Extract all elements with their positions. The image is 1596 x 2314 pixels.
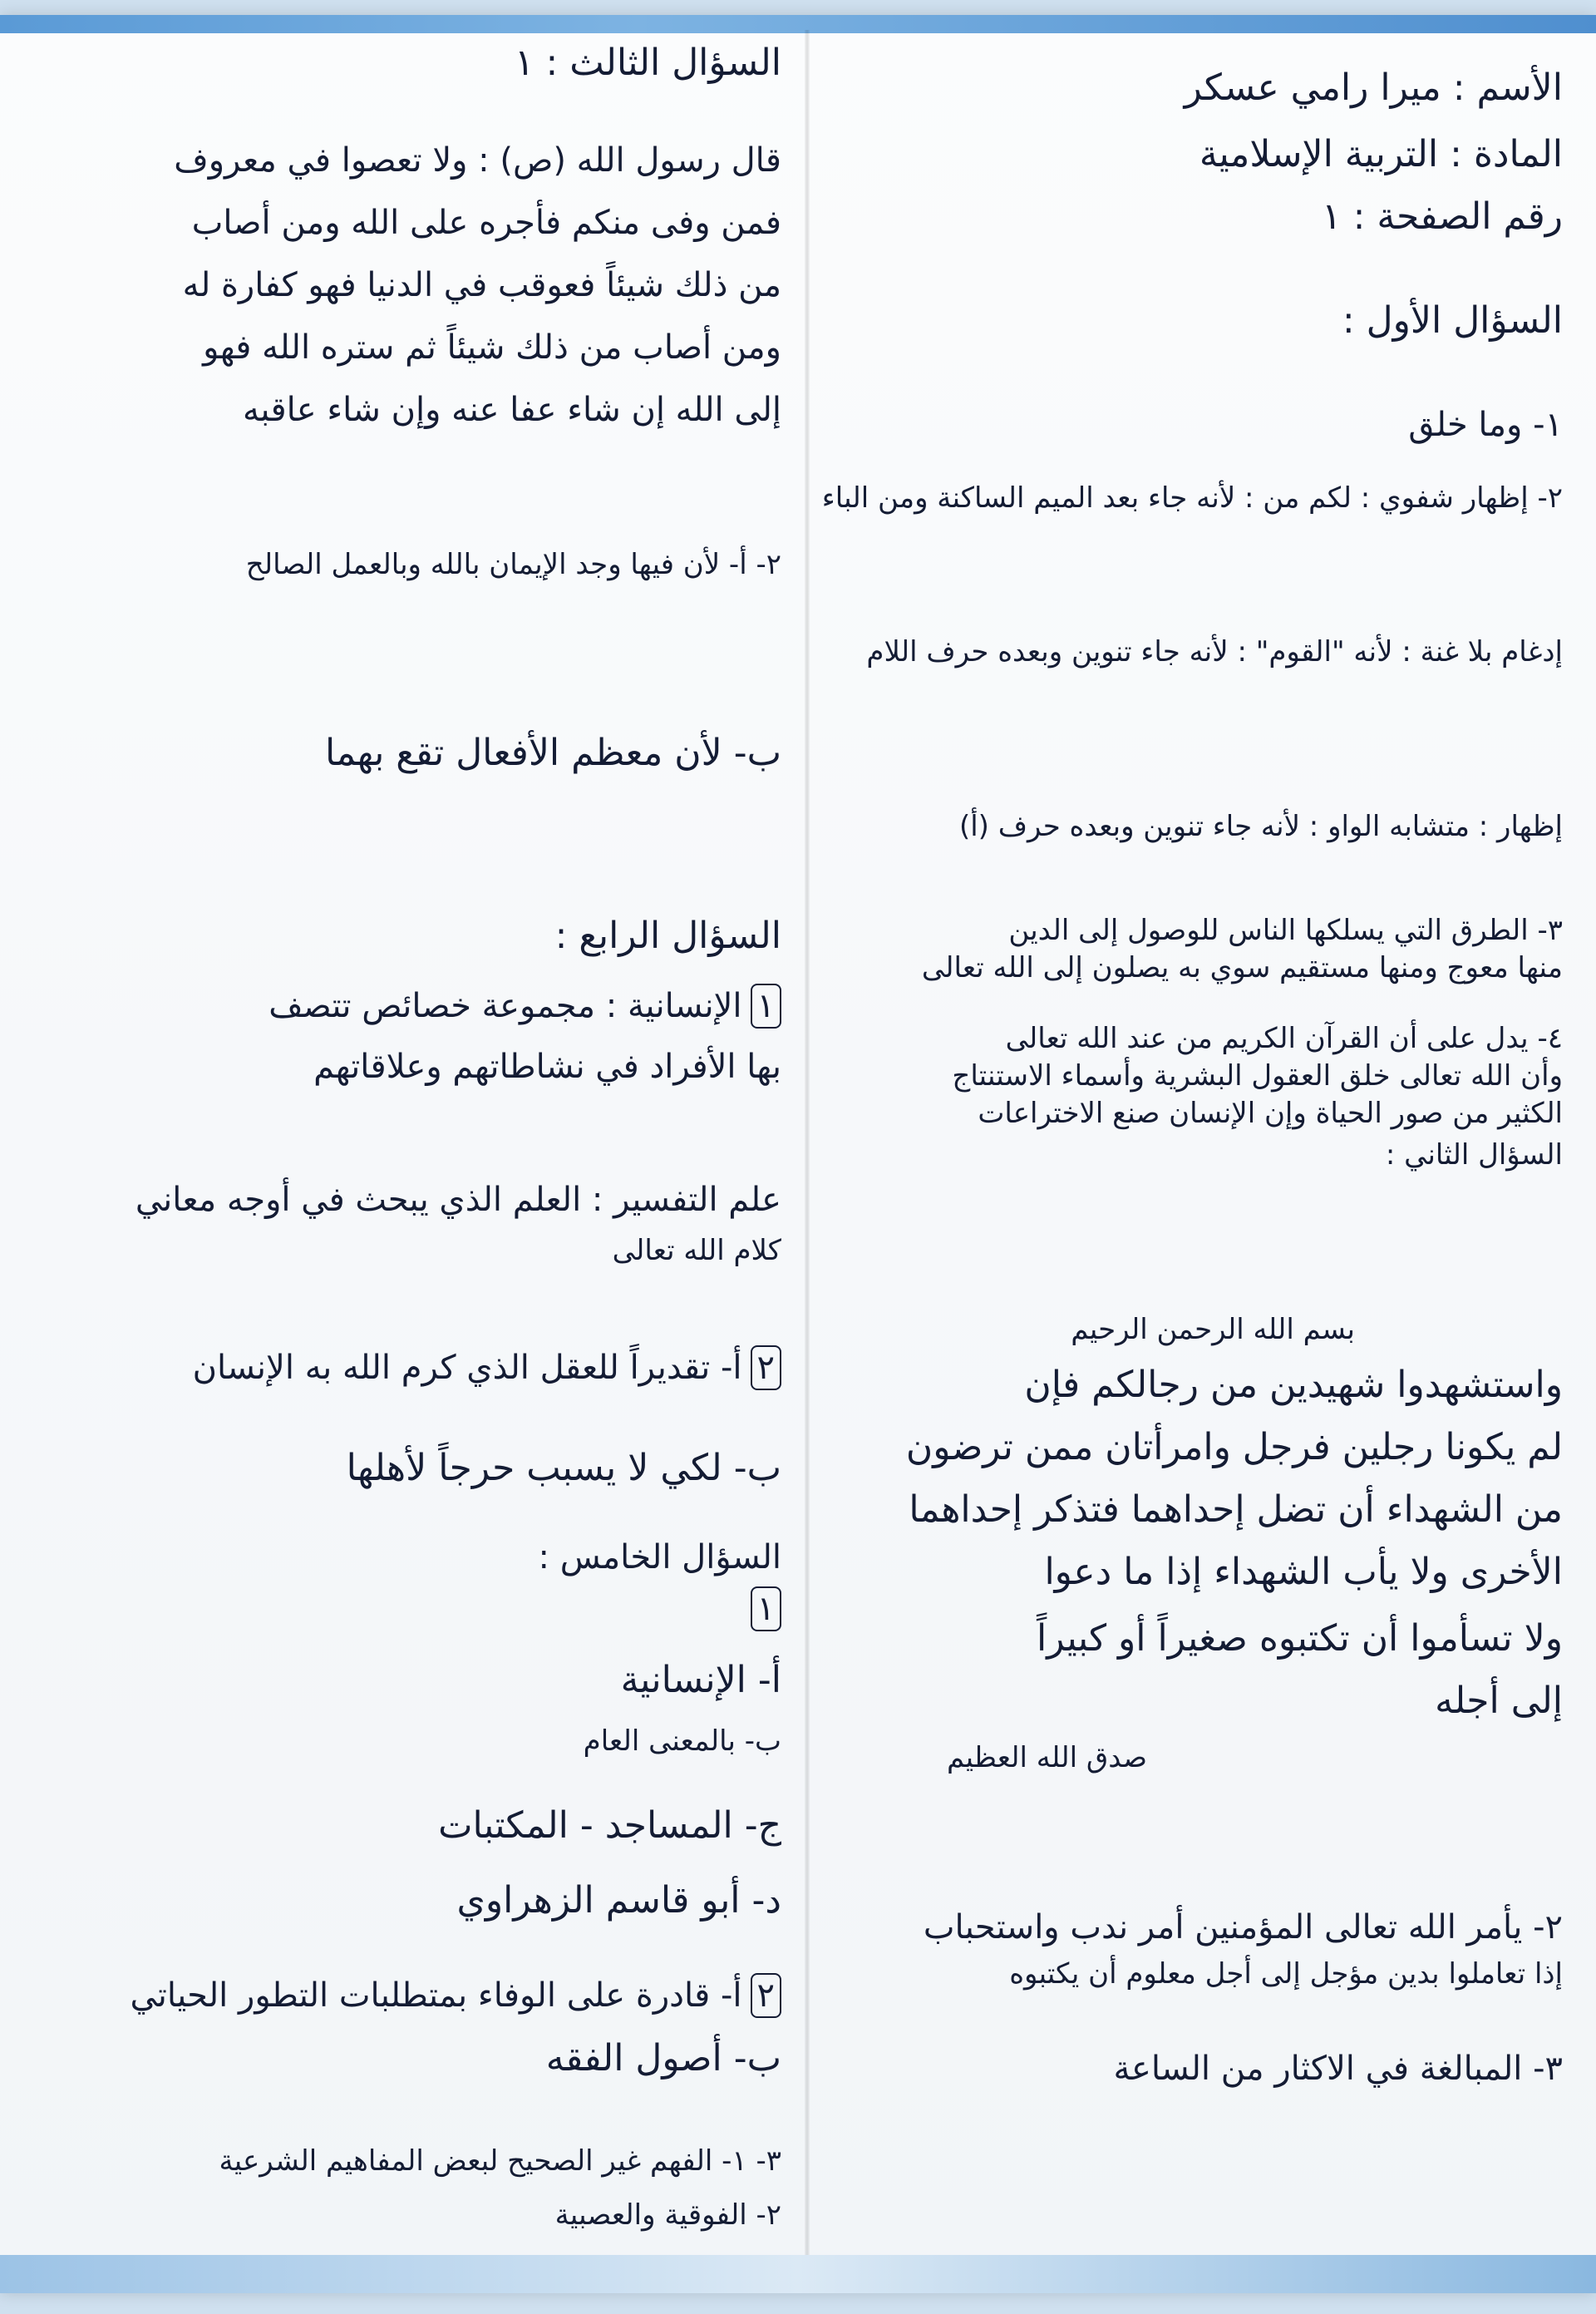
q4-answer-2a [193, 1345, 781, 1390]
q5-answer-1d: د- أبو قاسم الزهراوي [456, 1879, 781, 1922]
q5-answer-2a-text: أ- قادرة على الوفاء بمتطلبات التطور الحياتي [130, 1976, 742, 2015]
q5-part-1-marker [742, 1586, 781, 1631]
hadith-line-3: من ذلك شيئاً فعوقب في الدنيا فهو كفارة له [182, 266, 781, 304]
subject-name: المادة : التربية الإسلامية [1199, 133, 1563, 175]
verse-line-6: إلى أجله [1435, 1680, 1563, 1722]
q1-answer-1: ١- وما خلق [1408, 406, 1563, 444]
verse-line-4: الأخرى ولا يأب الشهداء إذا ما دعوا [1044, 1551, 1563, 1593]
q4-answer-2a-text: أ- تقديراً للعقل الذي كرم الله به الإنسان [192, 1349, 742, 1387]
page-fold [805, 30, 810, 2293]
q5-answer-3a: ٣- ١- الفهم غير الصحيح لبعض المفاهيم الشرعية [219, 2144, 781, 2178]
q1-answer-4c: الكثير من صور الحياة وإن الإنسان صنع الاختراعات [978, 1097, 1563, 1130]
hadith-line-1: قال رسول الله (ص) : ولا تعصوا في معروف [174, 141, 781, 180]
student-name: الأسم : ميرا رامي عسكر [1184, 67, 1563, 109]
question-5-title: السؤال الخامس : [538, 1538, 781, 1576]
q1-answer-4a: ٤- يدل على أن القرآن الكريم من عند الله تعالى [1005, 1022, 1563, 1055]
q4-part-2-number: ٢ [751, 1345, 781, 1390]
verse-line-1: واستشهدوا شهيدين من رجالكم فإن [1024, 1364, 1563, 1406]
right-column [823, 15, 1563, 2260]
q5-answer-1b: ب- بالمعنى العام [583, 1724, 781, 1758]
q4-answer-1a-text: الإنسانية : مجموعة خصائص تتصف [268, 987, 742, 1025]
q5-answer-3b: ٢- الفوقية والعصبية [554, 2198, 781, 2232]
q5-part-1-number: ١ [751, 1586, 781, 1631]
q4-answer-1a [268, 984, 781, 1029]
question-2-title: السؤال الثاني : [1385, 1138, 1563, 1172]
q1-answer-4b: وأن الله تعالى خلق العقول البشرية وأسماء الاستنتاج [952, 1059, 1563, 1093]
bottom-edge [0, 2255, 1596, 2293]
q2-answer-2b: إذا تعاملوا بدين مؤجل إلى أجل معلوم أن يكتبوه [1009, 1957, 1563, 1991]
question-1-title: السؤال الأول : [1342, 299, 1563, 342]
left-column [17, 15, 781, 2260]
q1-answer-2: ٢- إظهار شفوي : لكم من : لأنه جاء بعد الميم الساكنة ومن الباء [821, 481, 1563, 515]
q4-answer-1b: بها الأفراد في نشاطاتهم وعلاقاتهم [313, 1048, 781, 1086]
answer-sheet [0, 15, 1596, 2293]
q4-part-1-number: ١ [751, 984, 781, 1029]
q4-answer-2b: ب- لكي لا يسبب حرجاً لأهلها [346, 1447, 781, 1489]
hadith-line-2: فمن وفى منكم فأجره على الله ومن أصاب [191, 204, 781, 242]
q5-answer-2b: ب- أصول الفقه [545, 2037, 781, 2080]
verse-line-2: لم يكونا رجلين فرجل وامرأتان ممن ترضون [905, 1426, 1563, 1468]
page-number: رقم الصفحة : ١ [1321, 195, 1563, 238]
q2-answer-2a: ٢- يأمر الله تعالى المؤمنين أمر ندب واستحباب [923, 1908, 1563, 1946]
q3-answer-2a: ٢- أ- لأن فيها وجد الإيمان بالله وبالعمل الصالح [245, 548, 781, 581]
verse-line-3: من الشهداء أن تضل إحداهما فتذكر إحداهما [909, 1488, 1563, 1531]
basmala: بسم الله الرحمن الرحيم [1071, 1313, 1355, 1346]
verse-end: صدق الله العظيم [947, 1741, 1147, 1774]
q1-answer-3a: ٣- الطرق التي يسلكها الناس للوصول إلى الدين [1008, 914, 1563, 947]
q5-part-2-number: ٢ [751, 1973, 781, 2018]
q5-answer-1c: ج- المساجد - المكتبات [438, 1804, 781, 1847]
q1-idgham: إدغام بلا غنة : لأنه "القوم" : لأنه جاء تنوين وبعده حرف اللام [866, 635, 1563, 669]
q4-tafsir-a: علم التفسير : العلم الذي يبحث في أوجه معاني [135, 1181, 781, 1219]
question-4-title: السؤال الرابع : [554, 915, 781, 957]
q5-answer-2a [130, 1973, 781, 2018]
question-3-title: السؤال الثالث : ١ [514, 42, 781, 84]
verse-line-5: ولا تسأموا أن تكتبوه صغيراً أو كبيراً [1037, 1617, 1563, 1660]
q4-tafsir-b: كلام الله تعالى [612, 1234, 781, 1267]
q5-answer-1a: أ- الإنسانية [620, 1659, 781, 1701]
hadith-line-4: ومن أصاب من ذلك شيئاً ثم ستره الله فهو [203, 328, 781, 367]
q3-answer-2b: ب- لأن معظم الأفعال تقع بهما [324, 732, 781, 774]
q1-answer-3b: منها معوج ومنها مستقيم سوي به يصلون إلى الله تعالى [921, 951, 1563, 984]
q1-izhar: إظهار : متشابه الواو : لأنه جاء تنوين وبعده حرف (أ) [958, 810, 1563, 843]
q2-answer-3: ٣- المبالغة في الاكثار من الساعة [1113, 2050, 1563, 2088]
hadith-line-5: إلى الله إن شاء عفا عنه وإن شاء عاقبه [242, 391, 781, 429]
